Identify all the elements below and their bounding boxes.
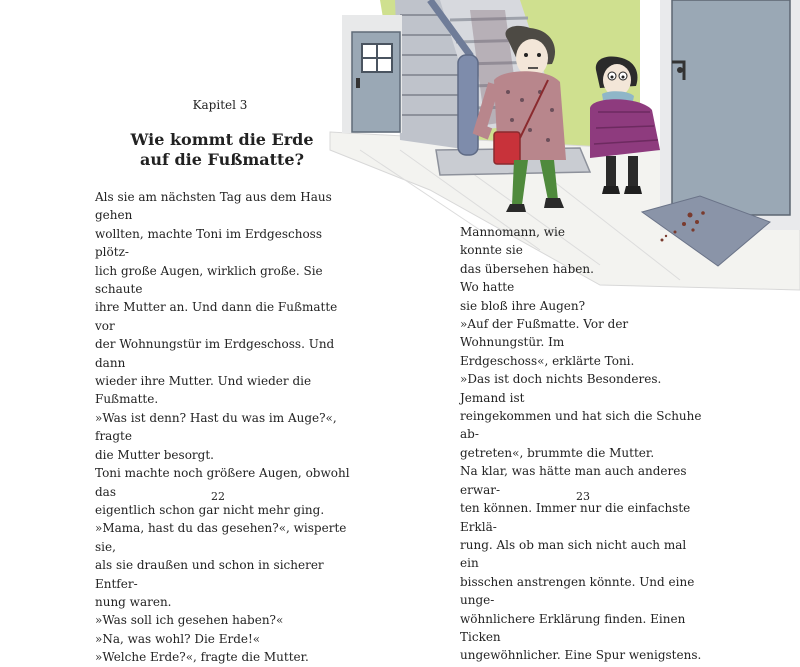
text-line: als sie draußen und schon in sicherer Entfer- — [95, 558, 324, 591]
text-line: »Mama, hast du das gesehen?«, wisperte sie, — [95, 521, 347, 554]
text-line: getreten«, brummte die Mutter. — [460, 445, 655, 460]
text-line: »Das ist doch nichts Besonderes. Jemand ist — [460, 372, 662, 405]
text-line: das übersehen haben. Wo hatte — [460, 261, 594, 295]
apartment-door — [660, 0, 800, 230]
chapter-title-line: auf die Fußmatte? — [140, 150, 304, 169]
text-line: nung waren. — [95, 594, 172, 609]
left-page-text — [95, 188, 350, 667]
text-line: die Mutter besorgt. — [95, 447, 214, 462]
text-line: bisschen anstrengen könnte. Und eine unge- — [460, 574, 695, 608]
text-line: eigentlich schon gar nicht mehr ging. — [95, 502, 325, 517]
back-door — [342, 15, 402, 133]
text-line: wöhnlichere Erklärung finden. Einen Ticken — [460, 611, 686, 644]
text-line: reingekommen und hat sich die Schuhe ab- — [460, 409, 702, 442]
text-line: ten können. Immer nur die einfachste Erklä- — [460, 501, 691, 534]
text-line: »Was soll ich gesehen haben?« — [95, 613, 284, 628]
text-line: ihre Mutter an. Und dann die Fußmatte vor — [95, 300, 338, 333]
text-line: wollten, machte Toni im Erdgeschoss plötz- — [95, 226, 322, 260]
text-line: der Wohnungstür im Erdgeschoss. Und dann — [95, 337, 335, 370]
page-number-left: 22 — [211, 490, 225, 503]
text-line: rung. Als ob man sich nicht auch mal ein — [460, 537, 687, 571]
text-line: Na klar, was hätte man auch anderes erwar- — [460, 464, 687, 497]
text-line: sie bloß ihre Augen? — [460, 298, 586, 313]
chapter-label: Kapitel 3 — [192, 98, 248, 112]
text-line: »Na, was wohl? Die Erde!« — [95, 631, 261, 646]
text-line: wieder ihre Mutter. Und wieder die Fußmatte. — [95, 374, 312, 407]
chapter-title — [112, 130, 332, 170]
text-line: Erdgeschoss«, erklärte Toni. — [460, 353, 635, 368]
chapter-title-line: Wie kommt die Erde — [130, 130, 314, 149]
text-line: Als sie am nächsten Tag aus dem Haus gehen — [95, 190, 332, 223]
text-line: ungewöhnlicher. Eine Spur wenigstens. — [460, 648, 702, 663]
text-line: »Was ist denn? Hast du was im Auge?«, fragte — [95, 410, 337, 444]
text-line: Mannomann, wie konnte sie — [460, 225, 565, 258]
text-line: Toni machte noch größere Augen, obwohl das — [95, 466, 350, 499]
text-line: »Welche Erde?«, fragte die Mutter. — [95, 650, 309, 665]
text-line: »Auf der Fußmatte. Vor der Wohnungstür. Im — [460, 317, 629, 350]
page-number-right: 23 — [576, 490, 590, 503]
right-page-text — [460, 223, 706, 665]
text-line: lich große Augen, wirklich große. Sie schaute — [95, 263, 323, 297]
